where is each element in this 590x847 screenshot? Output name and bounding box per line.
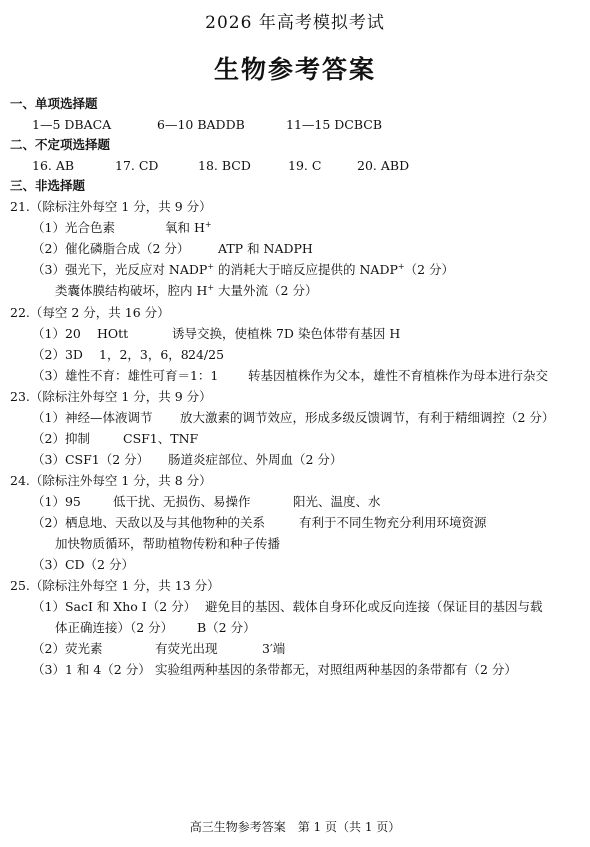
- q22-answer-1b: HOtt: [97, 326, 129, 341]
- q22-header: 22.（每空 2 分，共 16 分）: [10, 305, 170, 320]
- answer-group-1-5: 1—5 DBACA: [32, 117, 112, 132]
- q25-answer-1a: （1）SacI 和 Xho Ⅰ（2 分）: [32, 599, 197, 614]
- superscript-plus: +: [204, 220, 212, 229]
- answer-19: 19. C: [288, 158, 322, 173]
- q21-answer-3-continued: 类囊体膜结构破坏，腔内 H+ 大量外流（2 分）: [55, 283, 318, 298]
- q23-answer-2b: CSF1、TNF: [123, 431, 199, 446]
- q21-answer-1a: （1）光合色素: [32, 220, 115, 235]
- q22-answer-3a: （3）雄性不育：雄性可育＝1：1: [32, 368, 219, 383]
- superscript-plus: +: [207, 262, 215, 271]
- page-footer: 高三生物参考答案 第 1 页（共 1 页）: [189, 820, 401, 834]
- q24-answer-2-continued: 加快物质循环，帮助植物传粉和种子传播: [55, 536, 281, 551]
- answer-17: 17. CD: [115, 158, 159, 173]
- q22-answer-3b: 转基因植株作为父本，雄性不育植株作为母本进行杂交: [248, 368, 549, 383]
- q25-header: 25.（除标注外每空 1 分，共 13 分）: [10, 578, 220, 593]
- q22-answer-1a: （1）20: [32, 326, 81, 341]
- q25-answer-1-continued: 体正确连接）（2 分）: [55, 620, 174, 635]
- q25-answer-2c: 3′端: [262, 641, 286, 656]
- answer-group-11-15: 11—15 DCBCB: [286, 117, 383, 132]
- section-heading-non-choice: 三、非选择题: [10, 178, 86, 193]
- q23-answer-2a: （2）抑制: [32, 431, 90, 446]
- answer-20: 20. ABD: [357, 158, 410, 173]
- q24-answer-1c: 阳光、温度、水: [293, 494, 381, 509]
- q23-answer-1a: （1）神经—体液调节: [32, 410, 153, 425]
- q21-answer-3: （3）强光下，光反应对 NADP+ 的消耗大于暗反应提供的 NADP+（2 分）: [32, 262, 455, 277]
- q25-answer-3b: 实验组两种基因的条带都无，对照组两种基因的条带都有（2 分）: [155, 662, 517, 677]
- section-heading-multi-choice: 二、不定项选择题: [10, 137, 111, 152]
- q21-answer-1b: 氧和 H+: [165, 220, 212, 235]
- answer-16: 16. AB: [32, 158, 75, 173]
- q25-answer-2b: 有荧光出现: [155, 641, 218, 656]
- q22-answer-2a: （2）3D: [32, 347, 83, 362]
- q22-answer-1c: 诱导交换，使植株 7D 染色体带有基因 H: [172, 326, 401, 341]
- q25-answer-1c: B（2 分）: [197, 620, 256, 635]
- exam-title: 2026 年高考模拟考试: [205, 13, 385, 33]
- q21-header: 21.（除标注外每空 1 分，共 9 分）: [10, 199, 212, 214]
- q23-answer-3a: （3）CSF1（2 分）: [32, 452, 150, 467]
- superscript-plus: +: [397, 262, 405, 271]
- document-title: 生物参考答案: [213, 55, 376, 84]
- q24-answer-2a: （2）栖息地、天敌以及与其他物种的关系: [32, 515, 265, 530]
- q24-answer-2b: 有利于不同生物充分利用环境资源: [299, 515, 487, 530]
- q21-answer-2a: （2）催化磷脂合成（2 分）: [32, 241, 190, 256]
- superscript-plus: +: [207, 283, 215, 292]
- q25-answer-2a: （2）荧光素: [32, 641, 103, 656]
- q23-answer-1b: 放大激素的调节效应，形成多级反馈调节，有利于精细调控（2 分）: [180, 410, 555, 425]
- q22-answer-2c: 24/25: [188, 347, 225, 362]
- q21-answer-2b: ATP 和 NADPH: [218, 241, 313, 256]
- answer-18: 18. BCD: [198, 158, 251, 173]
- q22-answer-2b: 1，2，3，6，8: [99, 347, 189, 362]
- q24-answer-1b: 低干扰、无损伤、易操作: [113, 494, 251, 509]
- answer-group-6-10: 6—10 BADDB: [157, 117, 245, 132]
- q24-answer-3: （3）CD（2 分）: [32, 557, 134, 572]
- section-heading-single-choice: 一、单项选择题: [10, 96, 98, 111]
- q25-answer-3a: （3）1 和 4（2 分）: [32, 662, 151, 677]
- q23-answer-3b: 肠道炎症部位、外周血（2 分）: [168, 452, 343, 467]
- q24-header: 24.（除标注外每空 1 分，共 8 分）: [10, 473, 212, 488]
- q25-answer-1b: 避免目的基因、载体自身环化或反向连接（保证目的基因与载: [205, 599, 543, 614]
- q24-answer-1a: （1）95: [32, 494, 81, 509]
- q23-header: 23.（除标注外每空 1 分，共 9 分）: [10, 389, 212, 404]
